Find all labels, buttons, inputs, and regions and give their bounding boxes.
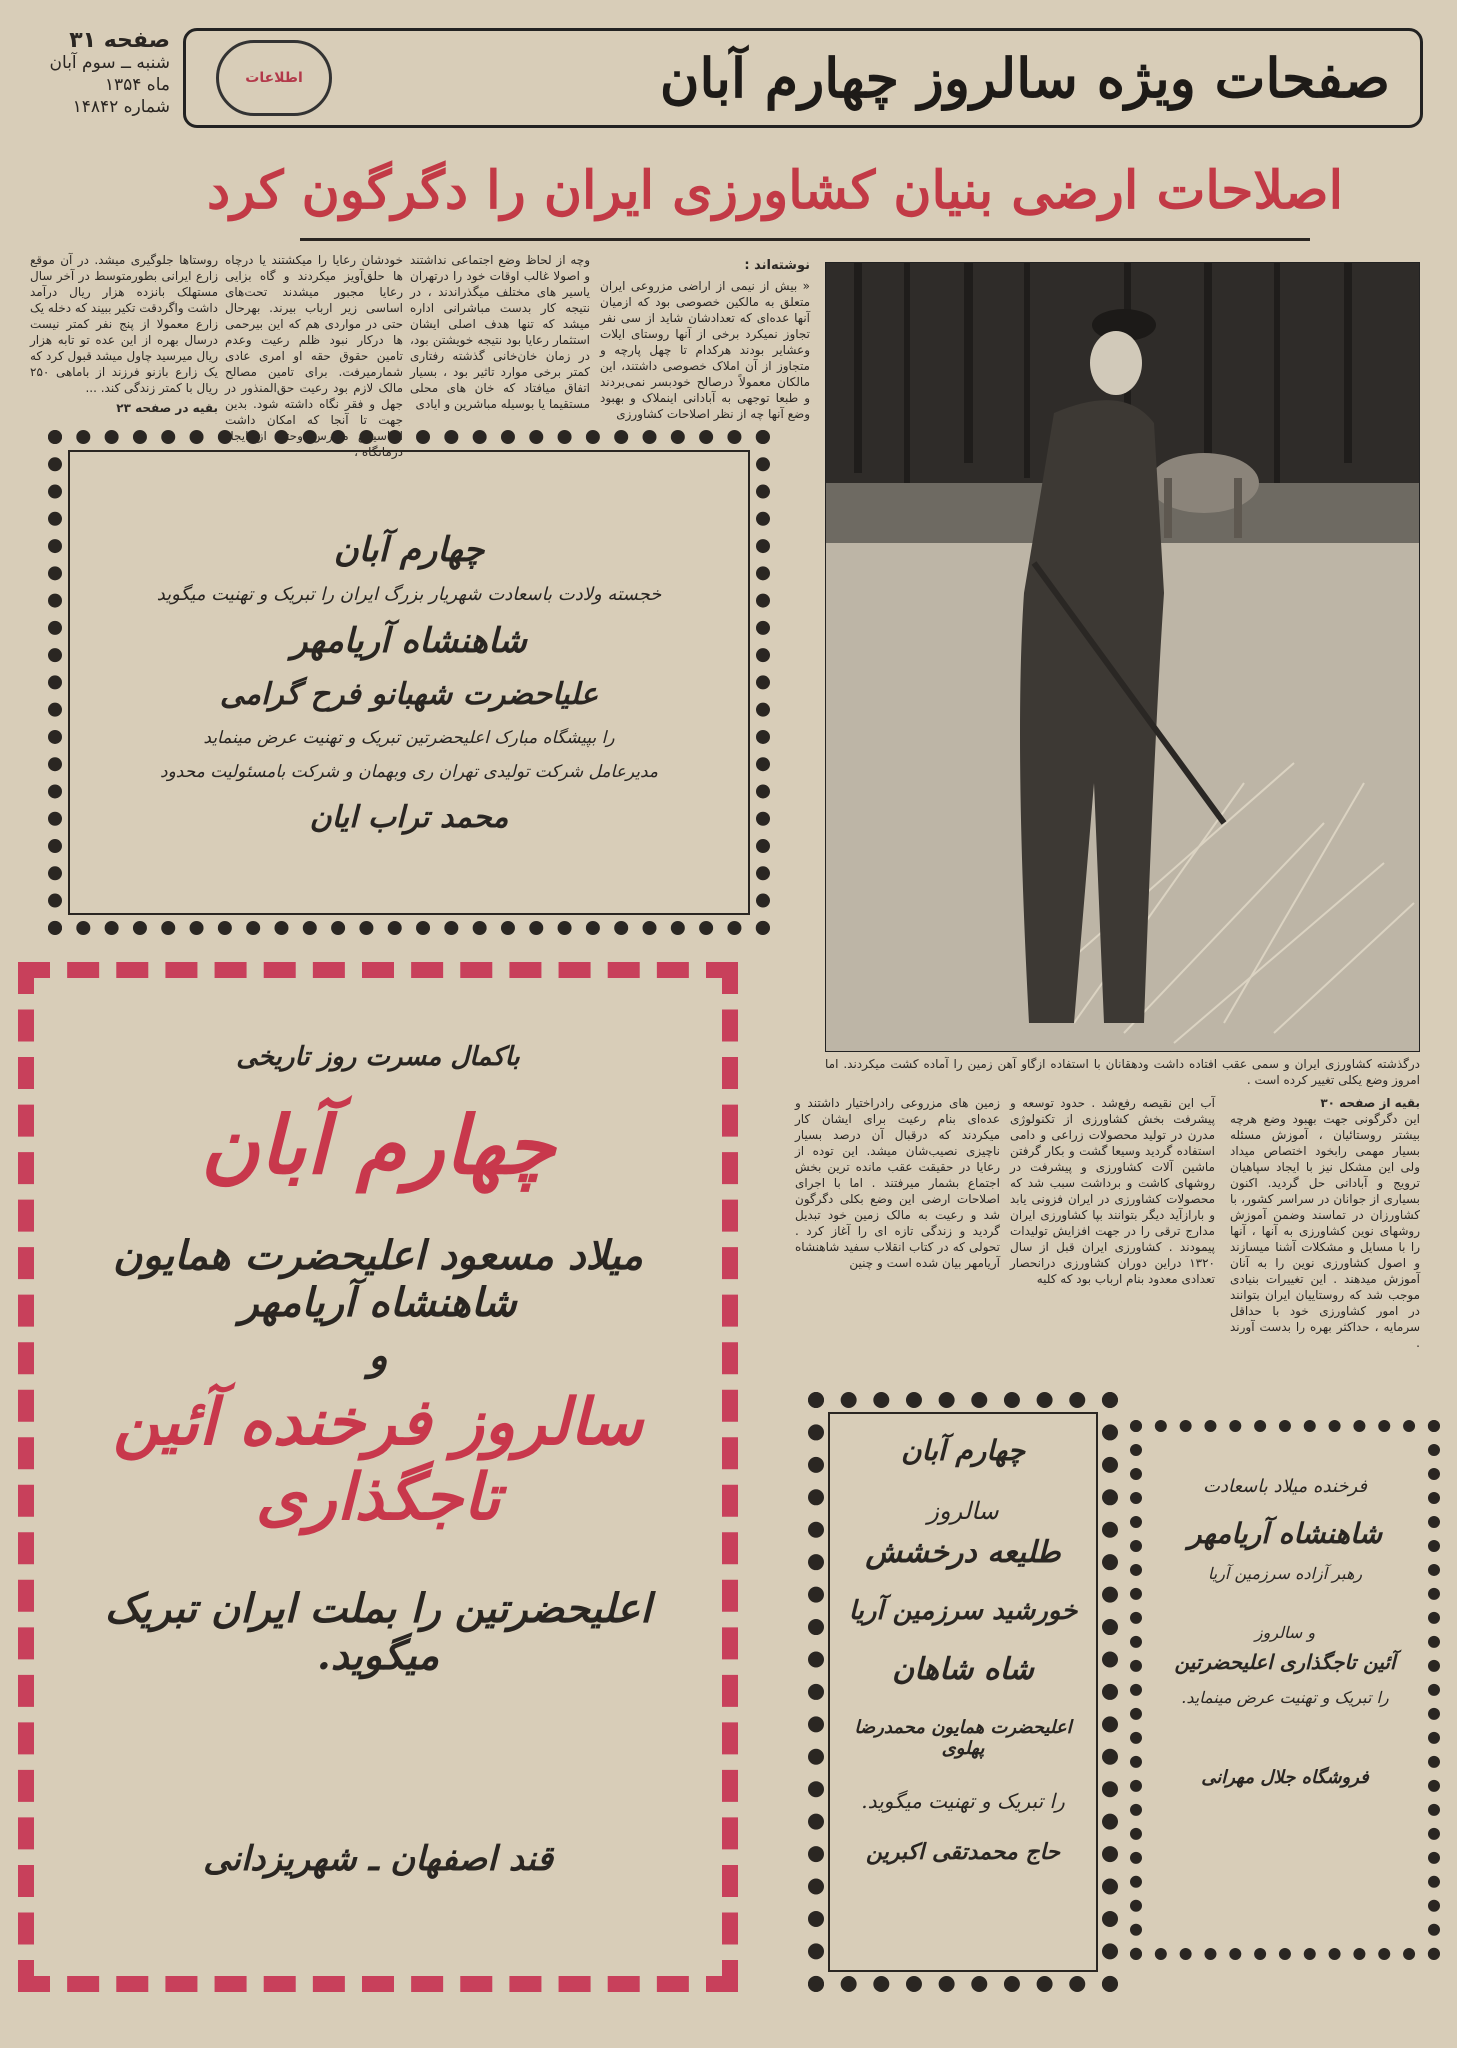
- ad4-signature: فروشگاه جلال مهرانی: [1201, 1767, 1369, 1788]
- ad3-signature: حاج محمدتقی اکبرین: [866, 1839, 1060, 1865]
- ad3-line3: طلیعه درخشش: [865, 1535, 1061, 1570]
- issue-date: شنبه ــ سوم آبان: [49, 53, 170, 73]
- greeting-ad-ghand-isfahan: [18, 962, 738, 1992]
- ad2-line1: باکمال مسرت روز تاریخی: [236, 1042, 520, 1072]
- continued-note: بقیه در صفحه ۲۳: [116, 401, 218, 415]
- main-headline: اصلاحات ارضی بنیان کشاورزی ایران را دگرگون کرد: [206, 160, 1344, 221]
- lower-column-3: زمین های مزروعی راد‌راختیار داشتند و عده‌ای بنام رعیت برای ایشان کار میکردند که درقبال آن درصد بسیار ناچیزی نصیب‌شان میشد. این توده از رعایا در حقیقت عقب مانده ترین بخش اجتماع بشمار میرفتند . اما با اجرای اصلاحات ارضی این وضع بکلی دگرگون شد و رعیت به مالک زمین خود تبدیل گردید و زندگی تازه ای را آغاز کرد . تحولی که در کتاب انقلاب سفید شاهنشاه آریامهر بیان شده است و چنین: [795, 1096, 1000, 1270]
- ad2-heading: چهارم آبان: [200, 1098, 556, 1192]
- ad2-line4: و: [368, 1332, 388, 1379]
- ad4-line4: و سالروز: [1254, 1623, 1316, 1642]
- ad1-signature: محمد تراب ایان: [309, 800, 509, 835]
- ad1-line6: مدیرعامل شرکت تولیدی تهران ری وبهمان و شرکت بامسئولیت محدود: [160, 762, 658, 782]
- newspaper-emblem-icon: [216, 40, 332, 116]
- continued-from: بقیه از صفحه ۳۰: [1320, 1096, 1420, 1110]
- article-column-4: [30, 252, 218, 416]
- article-byline: نوشته‌اند :: [744, 258, 810, 273]
- greeting-ad-torabian: [48, 430, 770, 935]
- ad4-line3: رهبر آزاده سرزمین آریا: [1207, 1564, 1363, 1583]
- issue-number: شماره ۱۴۸۴۲: [72, 97, 170, 117]
- lower-column-1: [1230, 1095, 1420, 1351]
- greeting-ad-akbarin: [808, 1392, 1118, 1992]
- ad2-line3: میلاد مسعود اعلیحضرت همایون شاهنشاه آریامهر: [113, 1232, 643, 1326]
- ad1-line3: شاهنشاه آریامهر: [291, 621, 527, 661]
- ad3-line5: شاه شاهان: [892, 1652, 1034, 1687]
- article-text-1: « بیش از نیمی از اراضی مزروعی ایران متعلق به مالکین خصوصی بود که ازمیان آنها عده‌ای که تعدادشان شاید از سی نفر تجاوز نمیکرد برخی از آنها روستای ایلات وعشایر بودند هرکدام تا چهل پارچه و متجاوز از آن املاک خصوصی داشتند، این مالکان معمولاً درصالح خودبسر نمی‌بردند و طبعا توجهی به آبادانی اینملاک و بهبود وضع آنها چه از نظر اصلاحات کشاورزی: [600, 279, 810, 421]
- greeting-ad-mehrani: [1130, 1420, 1440, 1960]
- ad1-heading: چهارم آبان: [333, 530, 485, 570]
- ad2-signature: قند اصفهان ـ شهریزدانی: [203, 1839, 553, 1879]
- emblem-label: اطلاعات: [245, 70, 303, 86]
- ad3-line7: را تبریک و تهنیت میگوید.: [861, 1789, 1065, 1813]
- ad4-line2: شاهنشاه آریامهر: [1187, 1517, 1383, 1550]
- ad3-line6: اعلیحضرت همایون محمدرضا پهلوی: [854, 1717, 1072, 1759]
- page-number: صفحه ۳۱: [69, 28, 170, 53]
- article-column-1: [600, 258, 810, 422]
- ad3-line2: سالروز: [927, 1497, 999, 1525]
- banner-title: صفحات ویژه سالروز چهارم آبان: [659, 46, 1390, 110]
- section-banner: [183, 28, 1423, 128]
- ad4-line5: آئین تاجگذاری اعلیحضرتین: [1174, 1650, 1396, 1674]
- ad2-line6: اعلیحضرتین را بملت ایران تبریک میگوید.: [104, 1585, 652, 1679]
- ad4-line1: فرخنده میلاد باسعادت: [1203, 1476, 1367, 1497]
- farmer-photo: [825, 262, 1420, 1052]
- ad3-line4: خورشید سرزمین آریا: [848, 1596, 1078, 1626]
- lower-column-2: آب این نقیصه رفع‌شد . حدود توسعه و پیشرفت بخش کشاورزی از تکنولوژی مدرن در تولید محصولات زراعی و دامی استفاده گردید وسیعا گشت و بکار گرفتن ماشین آلات کشاورزی و پیشرفت در روشهای کاشت و برداشت سبب شد که محصولات کشاورزی در ایران فزونی یابد و باراز‌آید دیگر بتوانند بپا کشاورزی ایران مدارج ترقی را در جهت افزایش تولیدات پیمودند . کشاورزی ایران قبل از سال ۱۳۲۰ دراین دوران کشاورزی درانحصار تعدادی معدود بنام ارباب بود که کلیه: [1010, 1096, 1215, 1286]
- ad1-line2: خجسته ولادت باسعادت شهریار بزرگ ایران را تبریک و تهنیت میگوید: [156, 584, 662, 605]
- ad1-line4: علیاحضرت شهبانو فرح گرامی: [219, 677, 599, 712]
- issue-meta: [30, 30, 170, 118]
- headline-rule: [300, 238, 1310, 241]
- article-column-3: خودشان رعایا را میکشتند یا درچاه ها حلق‌آویز میکردند و گاه بزایی رعایا مجبور میشدند تحت‌های اساسی زیر ارباب بیرند. بهرحال حتی در مواردی هم که این بیرحمی ها درکار نبود ظلم رعیت وعدم تامین حقوق حقه او امری عادی شمارمیرفت. برای تامین مصالح مالک لازم بود رعیت حق‌المنذور در جهل و فقر نگاه داشته شود. بدین جهت تا آنجا که امکان داشت ازتاسیس مدارس وحتی از ایجاد درمانگاه ،: [225, 253, 403, 459]
- ad3-heading: چهارم آبان: [900, 1434, 1026, 1467]
- lower-text-1: این دگرگونی جهت بهبود وضع هرچه بیشتر روستائیان ، آموزش مسئله بسیار مهمی رابخود اختصاص میداد ولی این مشکل نیز با ایجاد سپاهیان ترویج و آبادانی حل گردید. اکنون بسیاری از جوانان در سراسر کشور، با کشاورزان در تماسند وضمن آموزش روشهای نوین کشاورزی به آنها ، آنها را با مسایل و مشکلات آشنا میسازند و اصول کشاورزی نوین را به آنان آموزش میدهند . این تغییرات بنیادی موجب شد که روستاییان ایران بتوانند در امور کشاورزی خود با حداقل سرمایه ، حداکثر بهره را بدست آورند .: [1230, 1112, 1420, 1350]
- photo-illustration: [825, 263, 1419, 1052]
- photo-caption: درگذشته کشاورزی ایران و سمی عقب افتاده داشت ودهقانان با استفاده ازگاو آهن زمین را آماده کشت میکردند. اما امروز وضع یکلی تغییر کرده است .: [825, 1057, 1420, 1087]
- issue-year: ماه ۱۳۵۴: [104, 75, 170, 95]
- ad2-line5: سالروز فرخنده آئین تاجگذاری: [113, 1385, 643, 1535]
- ad1-line5: را بپیشگاه مبارک اعلیحضرتین تبریک و تهنیت عرض مینماید: [203, 728, 615, 748]
- article-text-4: روستاها جلوگیری میشد. در آن موقع زارع ایرانی بطورمتوسط در آخر سال مستهلک بانزده هزار ریال درآمد داشت واگردقت تکیر ببیند که دخله یک زارع معمولا از پنج نفر کمتر نیست درسال بهره از این عده تو تابه هزار ریال میرسید چاول میشد قبول کرد که یک زارع بازنو فرزند از باماهی ۲۵۰ ریال با کمتر زندگی کند. ...: [30, 253, 218, 395]
- ad4-line6: را تبریک و تهنیت عرض مینماید.: [1181, 1688, 1389, 1707]
- article-column-2: وچه از لحاظ وضع اجتماعی نداشتند و اصولا غالب اوقات خود را درتهران یاسیر های مختلف میگذراندند ، در نتیجه کار بدست مباشرانی اداره میشد که تنها هدف اصلی ایشان استثمار رعایا بود نتیجه خویشتن بود، در زمان خان‌خانی گذشته رفتاری کمتر برخی موارد تاثیر بود ، بسیار اتفاق میافتاد که خان های محلی مستقیما یا بوسیله مباشرین و ایادی: [410, 253, 590, 411]
